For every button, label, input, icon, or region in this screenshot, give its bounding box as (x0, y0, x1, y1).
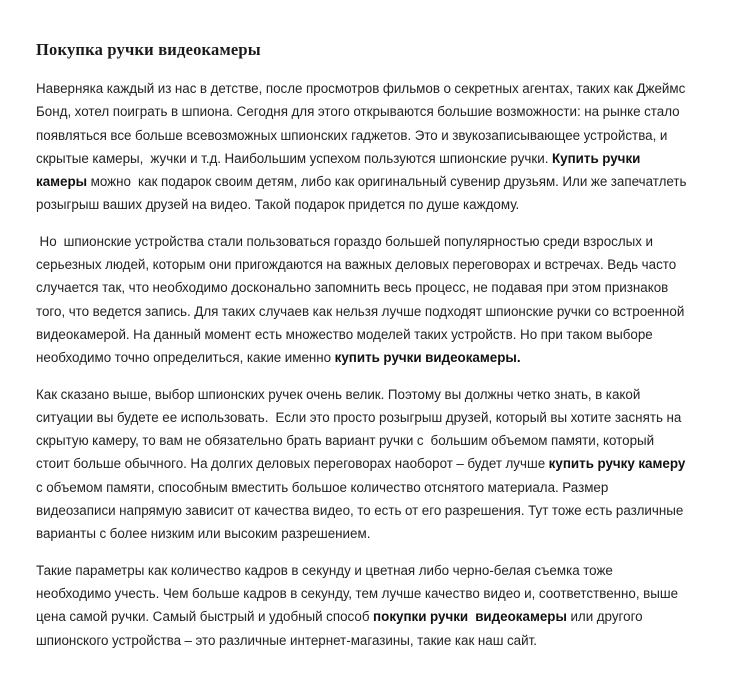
article-paragraph-2: Но шпионские устройства стали пользоваться гораздо большей популярностью среди взрослых и серьезных людей, которым они пригождаются на важных деловых переговорах и встречах. Ведь часто случается так, что необходимо досконально запомнить весь процесс, не подавая при этом признаков того, что ведется запись. Для таких случаев как нельзя лучше подходят шпионские ручки со встроенной видеокамерой. На данный момент есть множество моделей таких устройств. Но при таком выборе необходимо точно определиться, какие именно купить ручки видеокамеры. (36, 233, 685, 366)
article-paragraph-1: Наверняка каждый из нас в детстве, после просмотров фильмов о секретных агентах, таких как Джеймс Бонд, хотел поиграть в шпиона. Сегодня для этого открываются большие возможности: на рынке стало появляться все больше всевозможных шпионских гаджетов. Это и звукозаписывающее устройства, и скрытые камеры, жучки и т.д. Наибольшим успехом пользуются шпионские ручки. Купить ручки камеры можно как подарок своим детям, либо как оригинальный сувенир друзьям. Или же запечатлеть розыгрыш ваших друзей на видео. Такой подарок придется по душе каждому. (36, 81, 687, 213)
article-paragraph-4: Такие параметры как количество кадров в секунду и цветная либо черно-белая съемка тоже необходимо учесть. Чем больше кадров в секунду, тем лучше качество видео и, соответственно, выше цена самой ручки. Самый быстрый и удобный способ покупки ручки видеокамеры или другого шпионского устройства – это различные интернет-магазины, такие как наш сайт. (36, 562, 679, 648)
page-title: Покупка ручки видеокамеры (36, 40, 261, 59)
article-body (36, 77, 690, 652)
article-paragraph-3: Как сказано выше, выбор шпионских ручек очень велик. Поэтому вы должны четко знать, в какой ситуации вы будете ее использовать. Если это просто розыгрыш друзей, который вы хотите заснять на скрытую камеру, то вам не обязательно брать вариант ручки с большим объемом памяти, который стоит больше обычного. На долгих деловых переговорах наоборот – будет лучше купить ручку камеру с объемом памяти, способным вместить большое количество отснятого материала. Размер видеозаписи напрямую зависит от качества видео, то есть от его разрешения. Тут тоже есть различные варианты с более низким или высоким разрешением. (36, 386, 686, 542)
